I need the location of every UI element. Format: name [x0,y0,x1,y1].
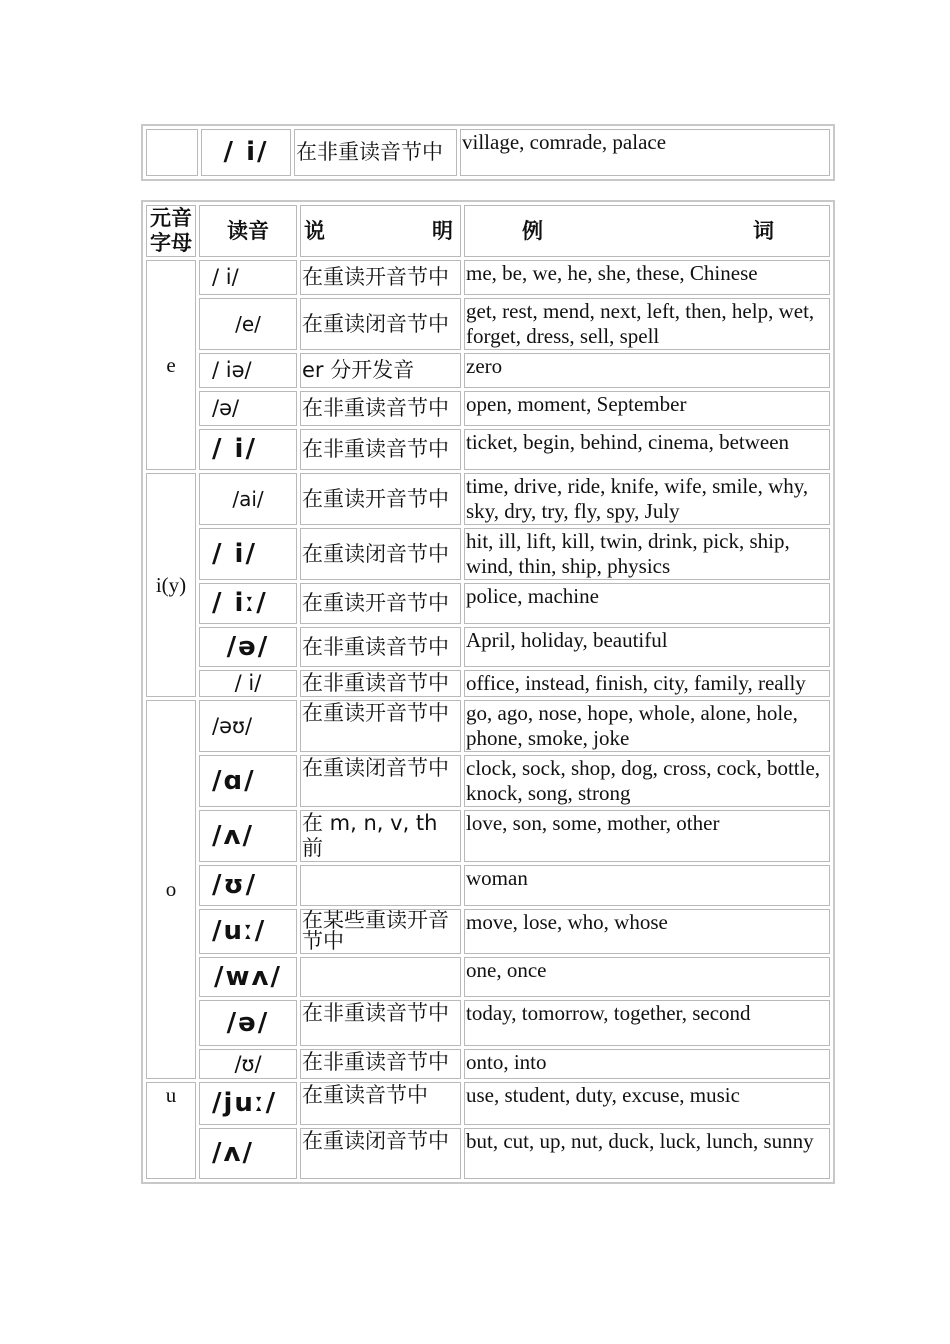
ipa-cell: / i/ [201,129,291,176]
description-cell: 在非重读音节中 [300,670,461,697]
examples-cell: time, drive, ride, knife, wife, smile, why, sky, dry, try, fly, spy, July [464,473,830,525]
examples-cell: clock, sock, shop, dog, cross, cock, bottle, knock, song, strong [464,755,830,807]
description-cell: er 分开发音 [300,353,461,388]
description-cell: 在非重读音节中 [300,1000,461,1046]
description-cell: 在重读开音节中 [300,473,461,525]
ipa-cell: / i/ [199,429,297,470]
table-row [146,810,830,862]
table-row [146,391,830,426]
ipa-cell: /ʌ/ [199,810,297,862]
vowel-letter-cell: i(y) [146,473,196,697]
table-row [146,1082,830,1125]
description-cell [300,957,461,997]
description-cell: 在非重读音节中 [300,429,461,470]
ipa-cell: /juː/ [199,1082,297,1125]
examples-cell: me, be, we, he, she, these, Chinese [464,260,830,295]
ipa-cell: /ə/ [199,391,297,426]
table-row [146,909,830,954]
continuation-table [141,124,835,181]
examples-cell: go, ago, nose, hope, whole, alone, hole, phone, smoke, joke [464,700,830,752]
table-row [146,627,830,667]
examples-cell: hit, ill, lift, kill, twin, drink, pick, ship, wind, thin, ship, physics [464,528,830,580]
vowel-letter-cell: o [146,700,196,1079]
ipa-cell: / iː/ [199,583,297,624]
header-explanation: 说 明 [300,205,461,257]
examples-cell: love, son, some, mother, other [464,810,830,862]
header-pronunciation: 读音 [199,205,297,257]
description-cell: 在重读开音节中 [300,700,461,752]
table-row [146,583,830,624]
description-cell: 在重读闭音节中 [300,298,461,350]
examples-cell: open, moment, September [464,391,830,426]
vowel-letter-cell: e [146,260,196,470]
examples-cell: ticket, begin, behind, cinema, between [464,429,830,470]
table-row [146,353,830,388]
table-row [146,429,830,470]
examples-cell: use, student, duty, excuse, music [464,1082,830,1125]
ipa-cell: /ɑ/ [199,755,297,807]
table-row [146,670,830,697]
ipa-cell: / iə/ [199,353,297,388]
ipa-cell: /e/ [199,298,297,350]
ipa-cell: /ai/ [199,473,297,525]
examples-cell: but, cut, up, nut, duck, luck, lunch, sunny [464,1128,830,1179]
table-row [146,865,830,906]
table-row [146,1128,830,1179]
table-row [146,755,830,807]
ipa-cell: /ə/ [199,1000,297,1046]
description-cell: 在重读闭音节中 [300,528,461,580]
ipa-cell: /əʊ/ [199,700,297,752]
examples-cell: get, rest, mend, next, left, then, help, wet, forget, dress, sell, spell [464,298,830,350]
description-cell: 在非重读音节中 [300,1049,461,1079]
ipa-cell: /ə/ [199,627,297,667]
description-cell: 在重读开音节中 [300,583,461,624]
table-row [146,473,830,525]
letter-cell-empty [146,129,198,176]
examples-cell: onto, into [464,1049,830,1079]
description-cell: 在 m, n, v, th 前 [300,810,461,862]
examples-cell: office, instead, finish, city, family, really [464,670,830,697]
ipa-cell: / i/ [199,260,297,295]
ipa-cell: /ʊ/ [199,865,297,906]
description-cell: 在重读开音节中 [300,260,461,295]
table-row [146,260,830,295]
ipa-cell: / i/ [199,528,297,580]
description-cell [300,865,461,906]
ipa-cell: /ʌ/ [199,1128,297,1179]
description-cell: 在重读闭音节中 [300,1128,461,1179]
description-cell: 在非重读音节中 [300,627,461,667]
table-row [146,957,830,997]
examples-cell: move, lose, who, whose [464,909,830,954]
description-cell: 在重读音节中 [300,1082,461,1125]
ipa-cell: /wʌ/ [199,957,297,997]
examples-cell: zero [464,353,830,388]
description-cell: 在重读闭音节中 [300,755,461,807]
ipa-cell: /uː/ [199,909,297,954]
table-row [146,129,830,176]
examples-cell: one, once [464,957,830,997]
header-row [146,205,830,257]
examples-cell: village, comrade, palace [460,129,830,176]
table-row [146,1000,830,1046]
table-row [146,1049,830,1079]
table-row [146,700,830,752]
vowel-letter-cell: u [146,1082,196,1179]
header-vowel-letter: 元音字母 [146,205,196,257]
ipa-cell: / i/ [199,670,297,697]
examples-cell: today, tomorrow, together, second [464,1000,830,1046]
description-cell: 在非重读音节中 [294,129,457,176]
examples-cell: woman [464,865,830,906]
description-cell: 在非重读音节中 [300,391,461,426]
examples-cell: police, machine [464,583,830,624]
description-cell: 在某些重读开音节中 [300,909,461,954]
table-row [146,298,830,350]
ipa-cell: /ʊ/ [199,1049,297,1079]
header-examples: 例 词 [464,205,830,257]
table-row [146,528,830,580]
vowel-pronunciation-table [141,200,835,1184]
examples-cell: April, holiday, beautiful [464,627,830,667]
